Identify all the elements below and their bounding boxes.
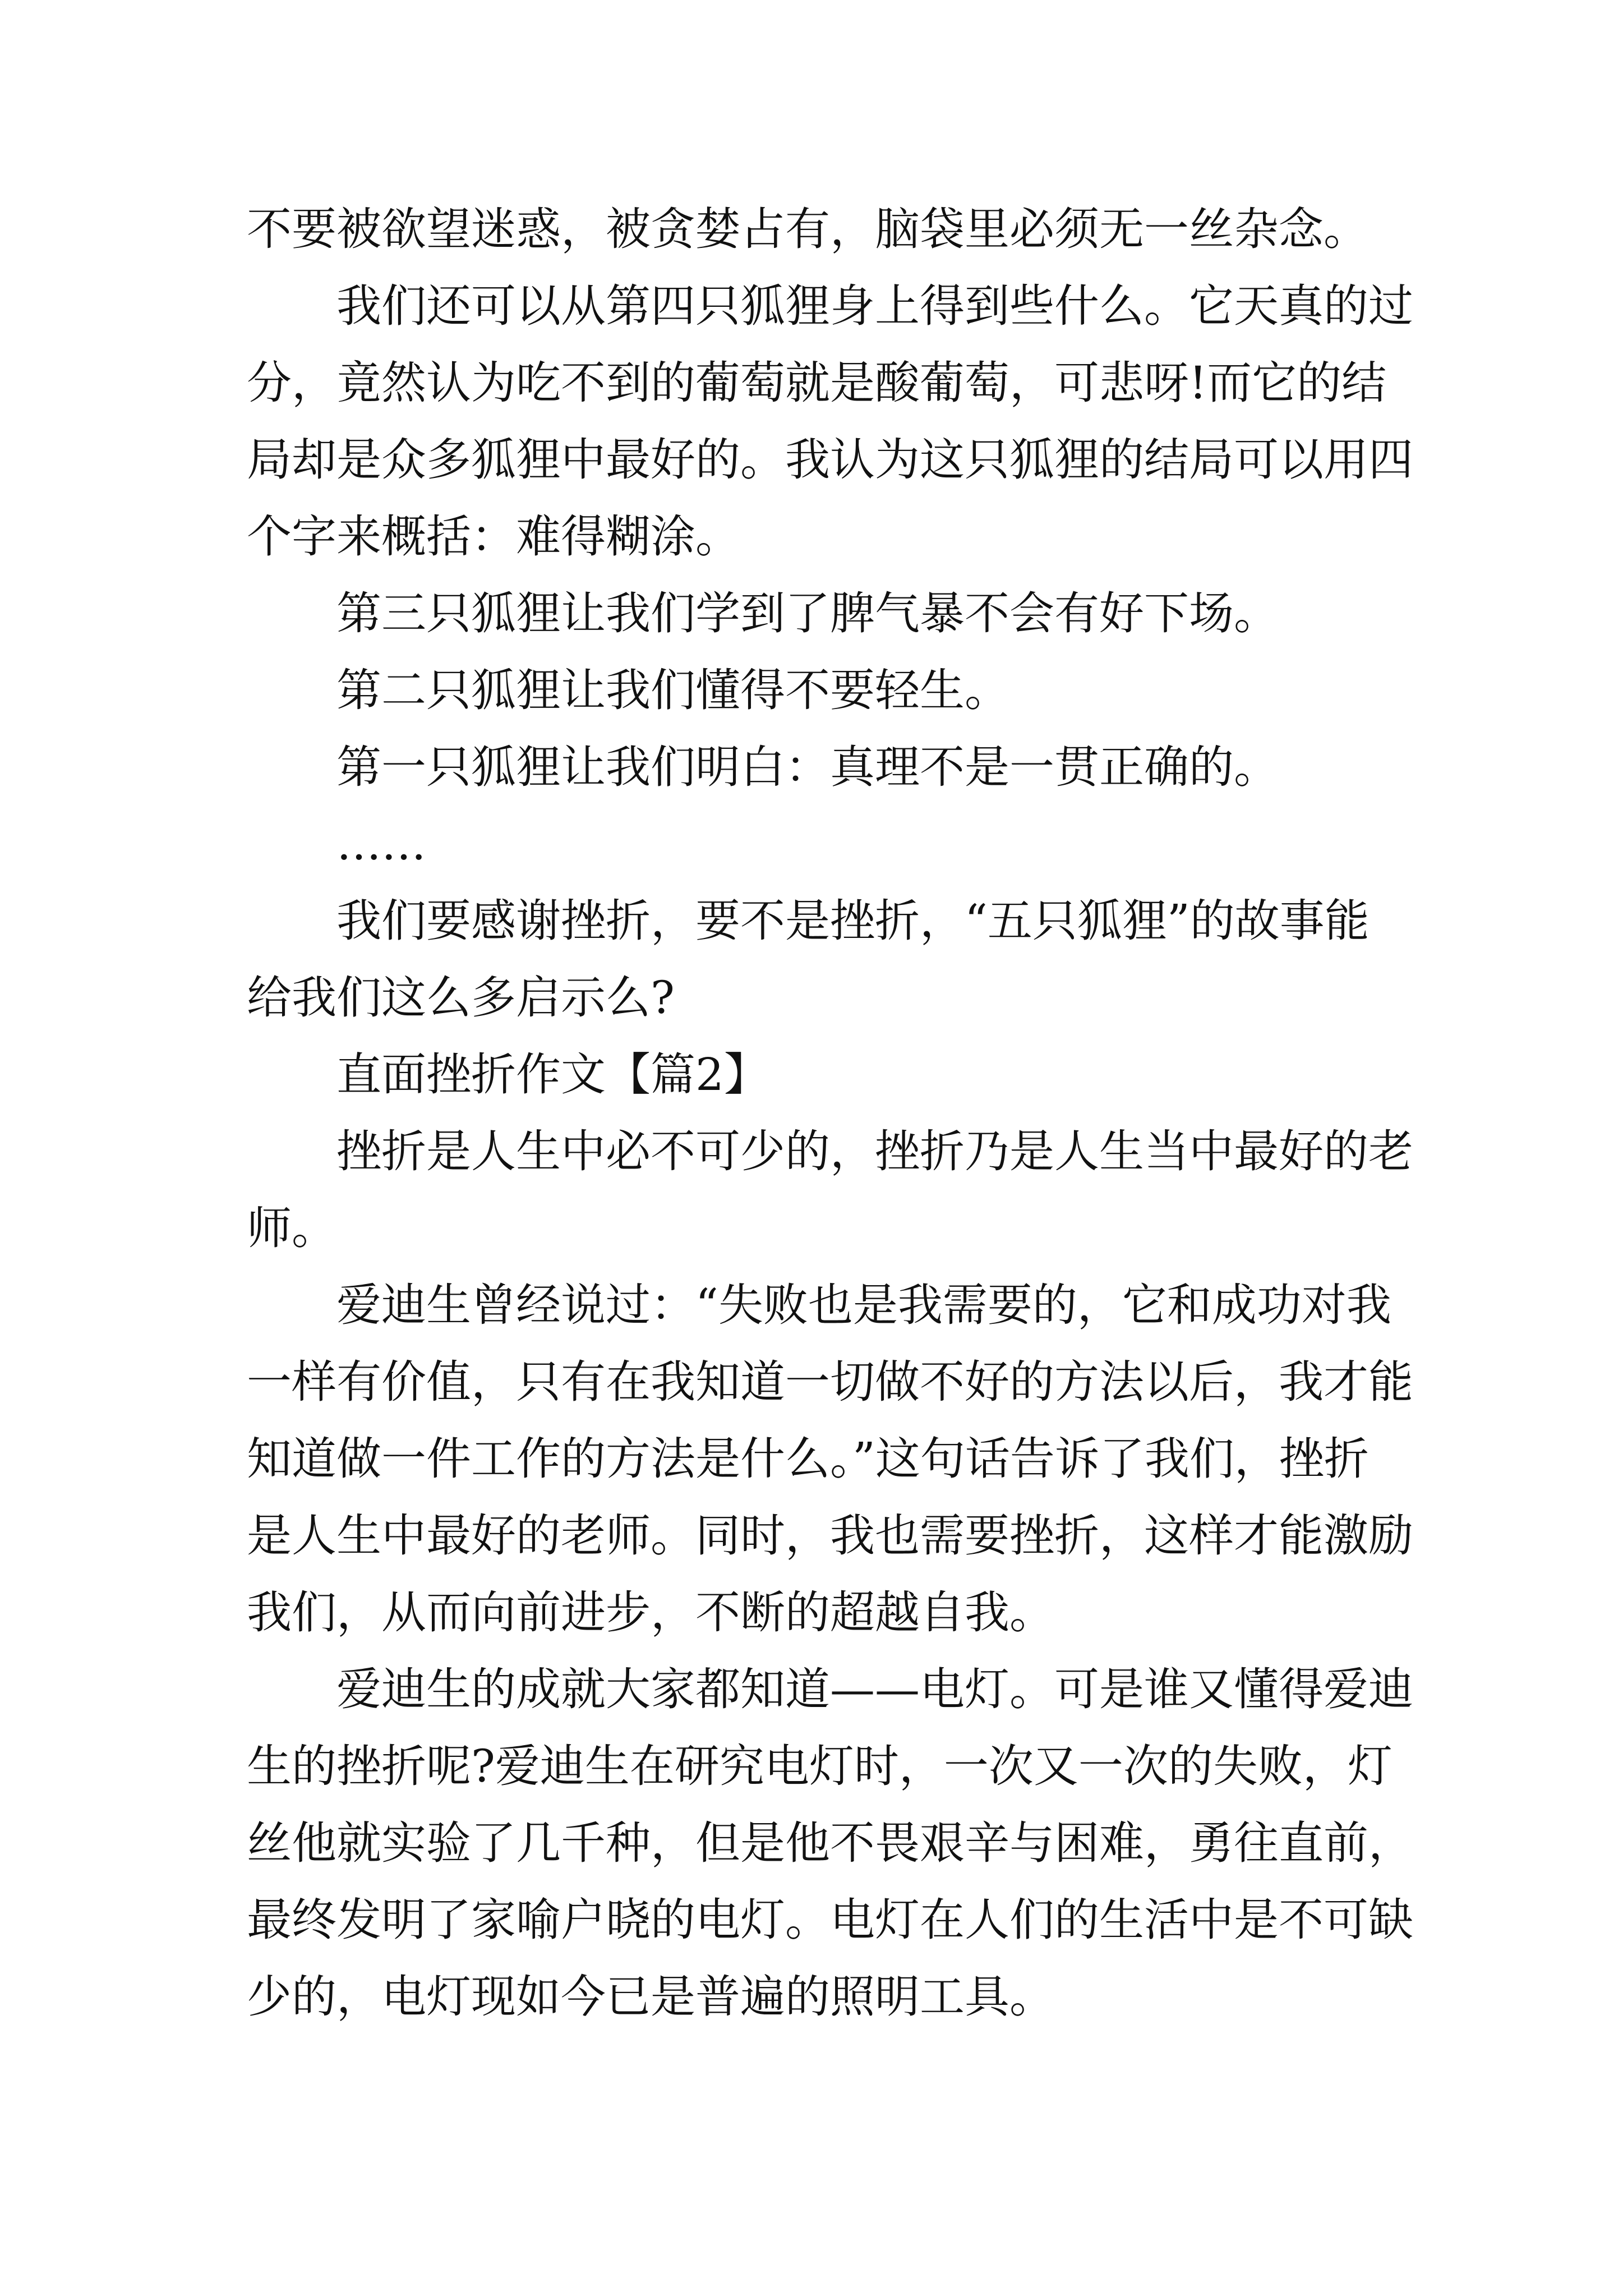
text-line: 我们，从而向前进步，不断的超越自我。 <box>247 1586 1054 1639</box>
text-line: 丝他就实验了几千种，但是他不畏艰辛与困难，勇往直前， <box>247 1817 1413 1869</box>
paragraph-start-line: 挫折是人生中必不可少的，挫折乃是人生当中最好的老 <box>336 1125 1413 1177</box>
paragraph-start-line: 第一只狐狸让我们明白：真理不是一贯正确的。 <box>336 741 1279 793</box>
paragraph-start-line: 爱迪生的成就大家都知道——电灯。可是谁又懂得爱迪 <box>336 1663 1413 1715</box>
paragraph-start-line: 我们还可以从第四只狐狸身上得到些什么。它天真的过 <box>336 280 1413 332</box>
text-line: 给我们这么多启示么? <box>247 972 675 1024</box>
paragraph-start-line: 爱迪生曾经说过：“失败也是我需要的，它和成功对我 <box>336 1279 1391 1331</box>
text-line: 局却是众多狐狸中最好的。我认为这只狐狸的结局可以用四 <box>247 434 1413 486</box>
text-line: 师。 <box>247 1202 336 1254</box>
text-line: 个字来概括：难得糊涂。 <box>247 510 740 563</box>
text-line: 一样有价值，只有在我知道一切做不好的方法以后，我才能 <box>247 1356 1413 1408</box>
text-line: 分，竟然认为吃不到的葡萄就是酸葡萄，可悲呀!而它的结 <box>247 357 1387 409</box>
text-line: 最终发明了家喻户晓的电灯。电灯在人们的生活中是不可缺 <box>247 1894 1413 1946</box>
text-line: 知道做一件工作的方法是什么。”这句话告诉了我们，挫折 <box>247 1433 1369 1485</box>
text-line: 是人生中最好的老师。同时，我也需要挫折，这样才能激励 <box>247 1510 1413 1562</box>
text-line: 不要被欲望迷惑，被贪婪占有，脑袋里必须无一丝杂念。 <box>247 203 1368 255</box>
ellipsis-line: …… <box>336 818 426 870</box>
paragraph-start-line: 第三只狐狸让我们学到了脾气暴不会有好下场。 <box>336 587 1279 639</box>
paragraph-start-line: 第二只狐狸让我们懂得不要轻生。 <box>336 664 1009 716</box>
text-line: 少的，电灯现如今已是普遍的照明工具。 <box>247 1971 1054 2023</box>
text-line: 生的挫折呢?爱迪生在研究电灯时，一次又一次的失败，灯 <box>247 1740 1393 1792</box>
paragraph-start-line: 我们要感谢挫折，要不是挫折，“五只狐狸”的故事能 <box>336 895 1370 947</box>
section-heading: 直面挫折作文【篇2】 <box>336 1048 769 1101</box>
document-body <box>247 191 1413 2035</box>
